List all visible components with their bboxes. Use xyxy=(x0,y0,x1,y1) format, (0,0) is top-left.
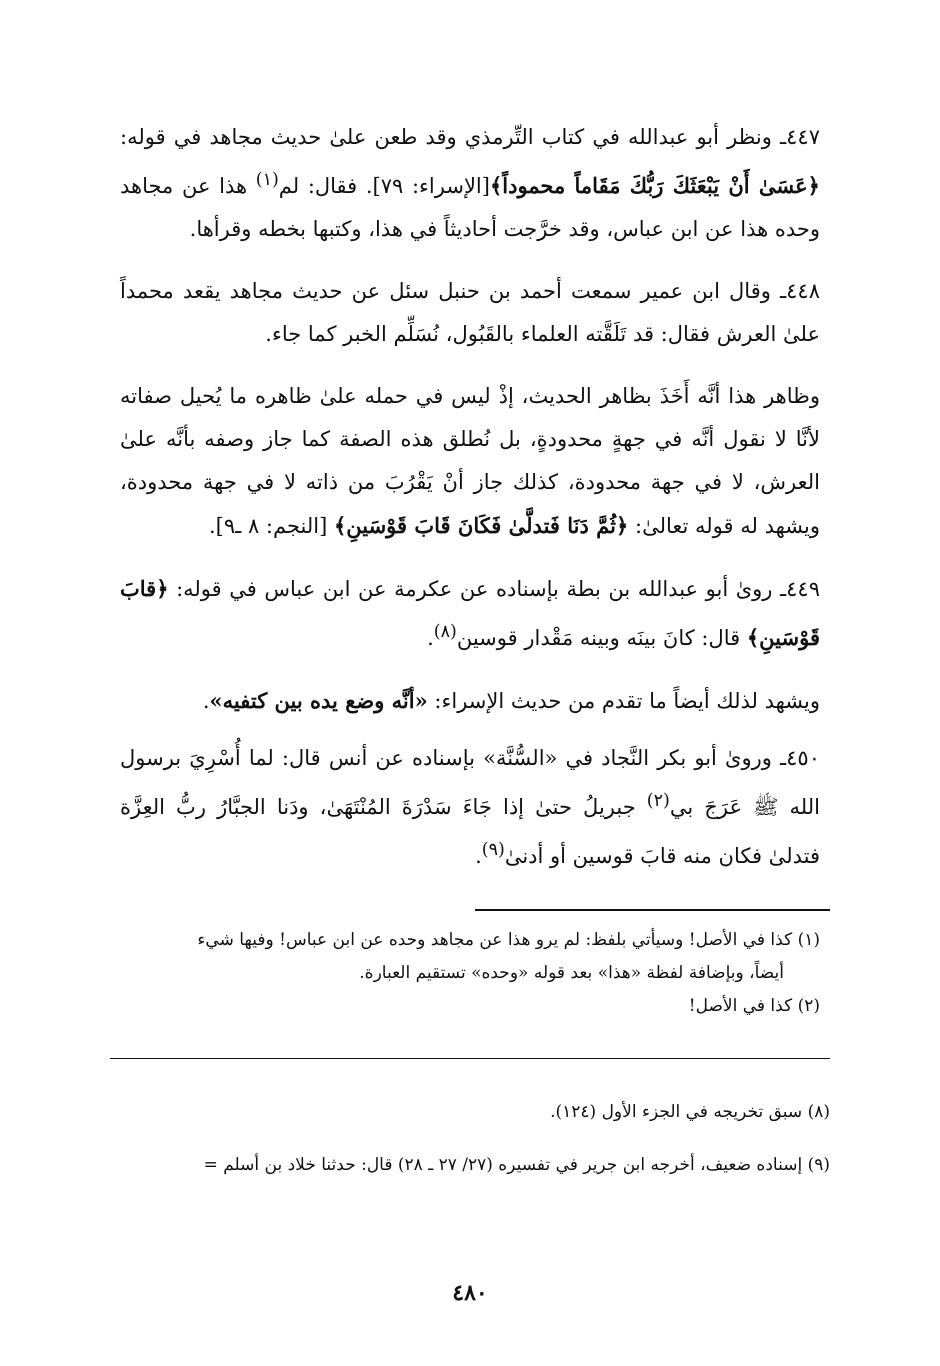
quran-quote-isra: ﴿عَسَىٰ أَنْ يَبْعَثَكَ رَبُّكَ مَقَاماً محموداً﴾ xyxy=(489,173,820,198)
zahir-text: وظاهر هذا أنَّه أَخَذَ بظاهر الحديث، إذْ ليس في حمله علىٰ ظاهره ما يُحيل صفاته لأنَّا لا نقول أنَّه في جهةٍ محدودةٍ، بل نُطلق هذه الصفة كما جاز وصفه بأنَّه علىٰ العرش، لا في جهة محدودة، كذلك جاز أنْ يَقْرُبَ من ذاته لا في جهة محدودة، ويشهد له قوله تعالىٰ: xyxy=(120,384,820,538)
footnote-1-line2: أيضاً، وبإضافة لفظة «هذا» بعد قوله «وحده» تستقيم العبارة. xyxy=(359,963,784,983)
footnote-1-line1: (١) كذا في الأصل! وسيأتي بلفظ: لم يرو هذا عن مجاهد وحده عن ابن عباس! وفيها شيء xyxy=(197,930,820,950)
yashhad-end: . xyxy=(202,689,210,713)
quran-quote-qawsayn: ﴿قابَ قَوْسَينِ﴾ xyxy=(120,576,820,650)
footnote-9: (٩) إسناده ضعيف، أخرجه ابن جرير في تفسيره (٢٧/ ٢٧ ـ ٢٨) قال: حدثنا خلاد بن أسلم = xyxy=(203,1155,830,1175)
zahir-after: [النجم: ٨ ـ٩]. xyxy=(208,514,334,538)
paragraph-zahir xyxy=(120,375,820,548)
footnote-ref-2[interactable]: (٢) xyxy=(646,791,670,811)
footnote-ref-8[interactable]: (٨) xyxy=(433,622,457,642)
editor-footnotes xyxy=(120,924,820,1023)
paragraph-448: ٤٤٨ـ وقال ابن عمير سمعت أحمد بن حنبل سئل عن حديث مجاهد يقعد محمداً علىٰ العرش فقال: قد تَلَقَّته العلماء بالقَبُول، نُسَلِّم الخبر كما جاء. xyxy=(120,279,820,346)
paragraph-447 xyxy=(120,116,820,251)
page-number: ٤٨٠ xyxy=(452,1280,488,1306)
hadith-quote: «أنَّه وضع يده بين كتفيه» xyxy=(209,688,428,713)
paragraph-450 xyxy=(120,737,820,878)
p449-end: . xyxy=(427,626,434,650)
footnote-8: (٨) سبق تخريجه في الجزء الأول (١٢٤). xyxy=(550,1102,830,1122)
quran-quote-najm: ﴿ثُمَّ دَنَا فَتدلَّىٰ فَكَانَ قَابَ قَوْسَينِ﴾ xyxy=(333,513,629,538)
p450-end: . xyxy=(475,844,482,868)
footnote-divider-full xyxy=(110,1058,830,1059)
p447-after-quote: [الإسراء: ٧٩]. فقال: لم xyxy=(278,174,490,198)
footnote-2: (٢) كذا في الأصل! xyxy=(688,996,820,1016)
footnote-ref-1[interactable]: (١) xyxy=(255,170,279,190)
p447-rest: هذا عن مجاهد وحده هذا عن ابن عباس، وقد خرَّجت أحاديثاً في هذا، وكتبها بخطه وقرأها. xyxy=(120,174,820,241)
p450-rest: جبريلُ حتىٰ إذا جَاءَ سَدْرَةَ المُنْتَهَىٰ، ودَنا الجبَّارُ ربُّ العِزَّة فتدلىٰ فكان منه قابَ قوسين أو أدنىٰ xyxy=(120,795,820,868)
p449-text: ٤٤٩ـ روىٰ أبو عبدالله بن بطة بإسناده عن عكرمة عن ابن عباس في قوله: xyxy=(168,577,820,601)
footnote-ref-9[interactable]: (٩) xyxy=(481,840,505,860)
p450-text: ٤٥٠ـ وروىٰ أبو بكر النَّجاد في «السُّنَّة» بإسناده عن أنس قال: لما أُسْرِيَ برسول الله ﷺ عَرَجَ بي xyxy=(120,746,820,819)
main-text xyxy=(120,116,820,897)
yashhad-text: ويشهد لذلك أيضاً ما تقدم من حديث الإسراء: xyxy=(427,689,820,713)
p447-line1: ٤٤٧ـ ونظر أبو عبدالله في كتاب التِّرمذي وقد طعن علىٰ حديث مجاهد في قوله: xyxy=(120,125,820,149)
takhrij-footnotes xyxy=(110,1096,830,1202)
footnote-divider-short xyxy=(475,909,830,911)
paragraph-yashhad xyxy=(120,679,820,723)
p449-after: قال: كانَ بينَه وبينه مَقْدار قوسين xyxy=(456,626,747,650)
paragraph-449 xyxy=(120,567,820,660)
